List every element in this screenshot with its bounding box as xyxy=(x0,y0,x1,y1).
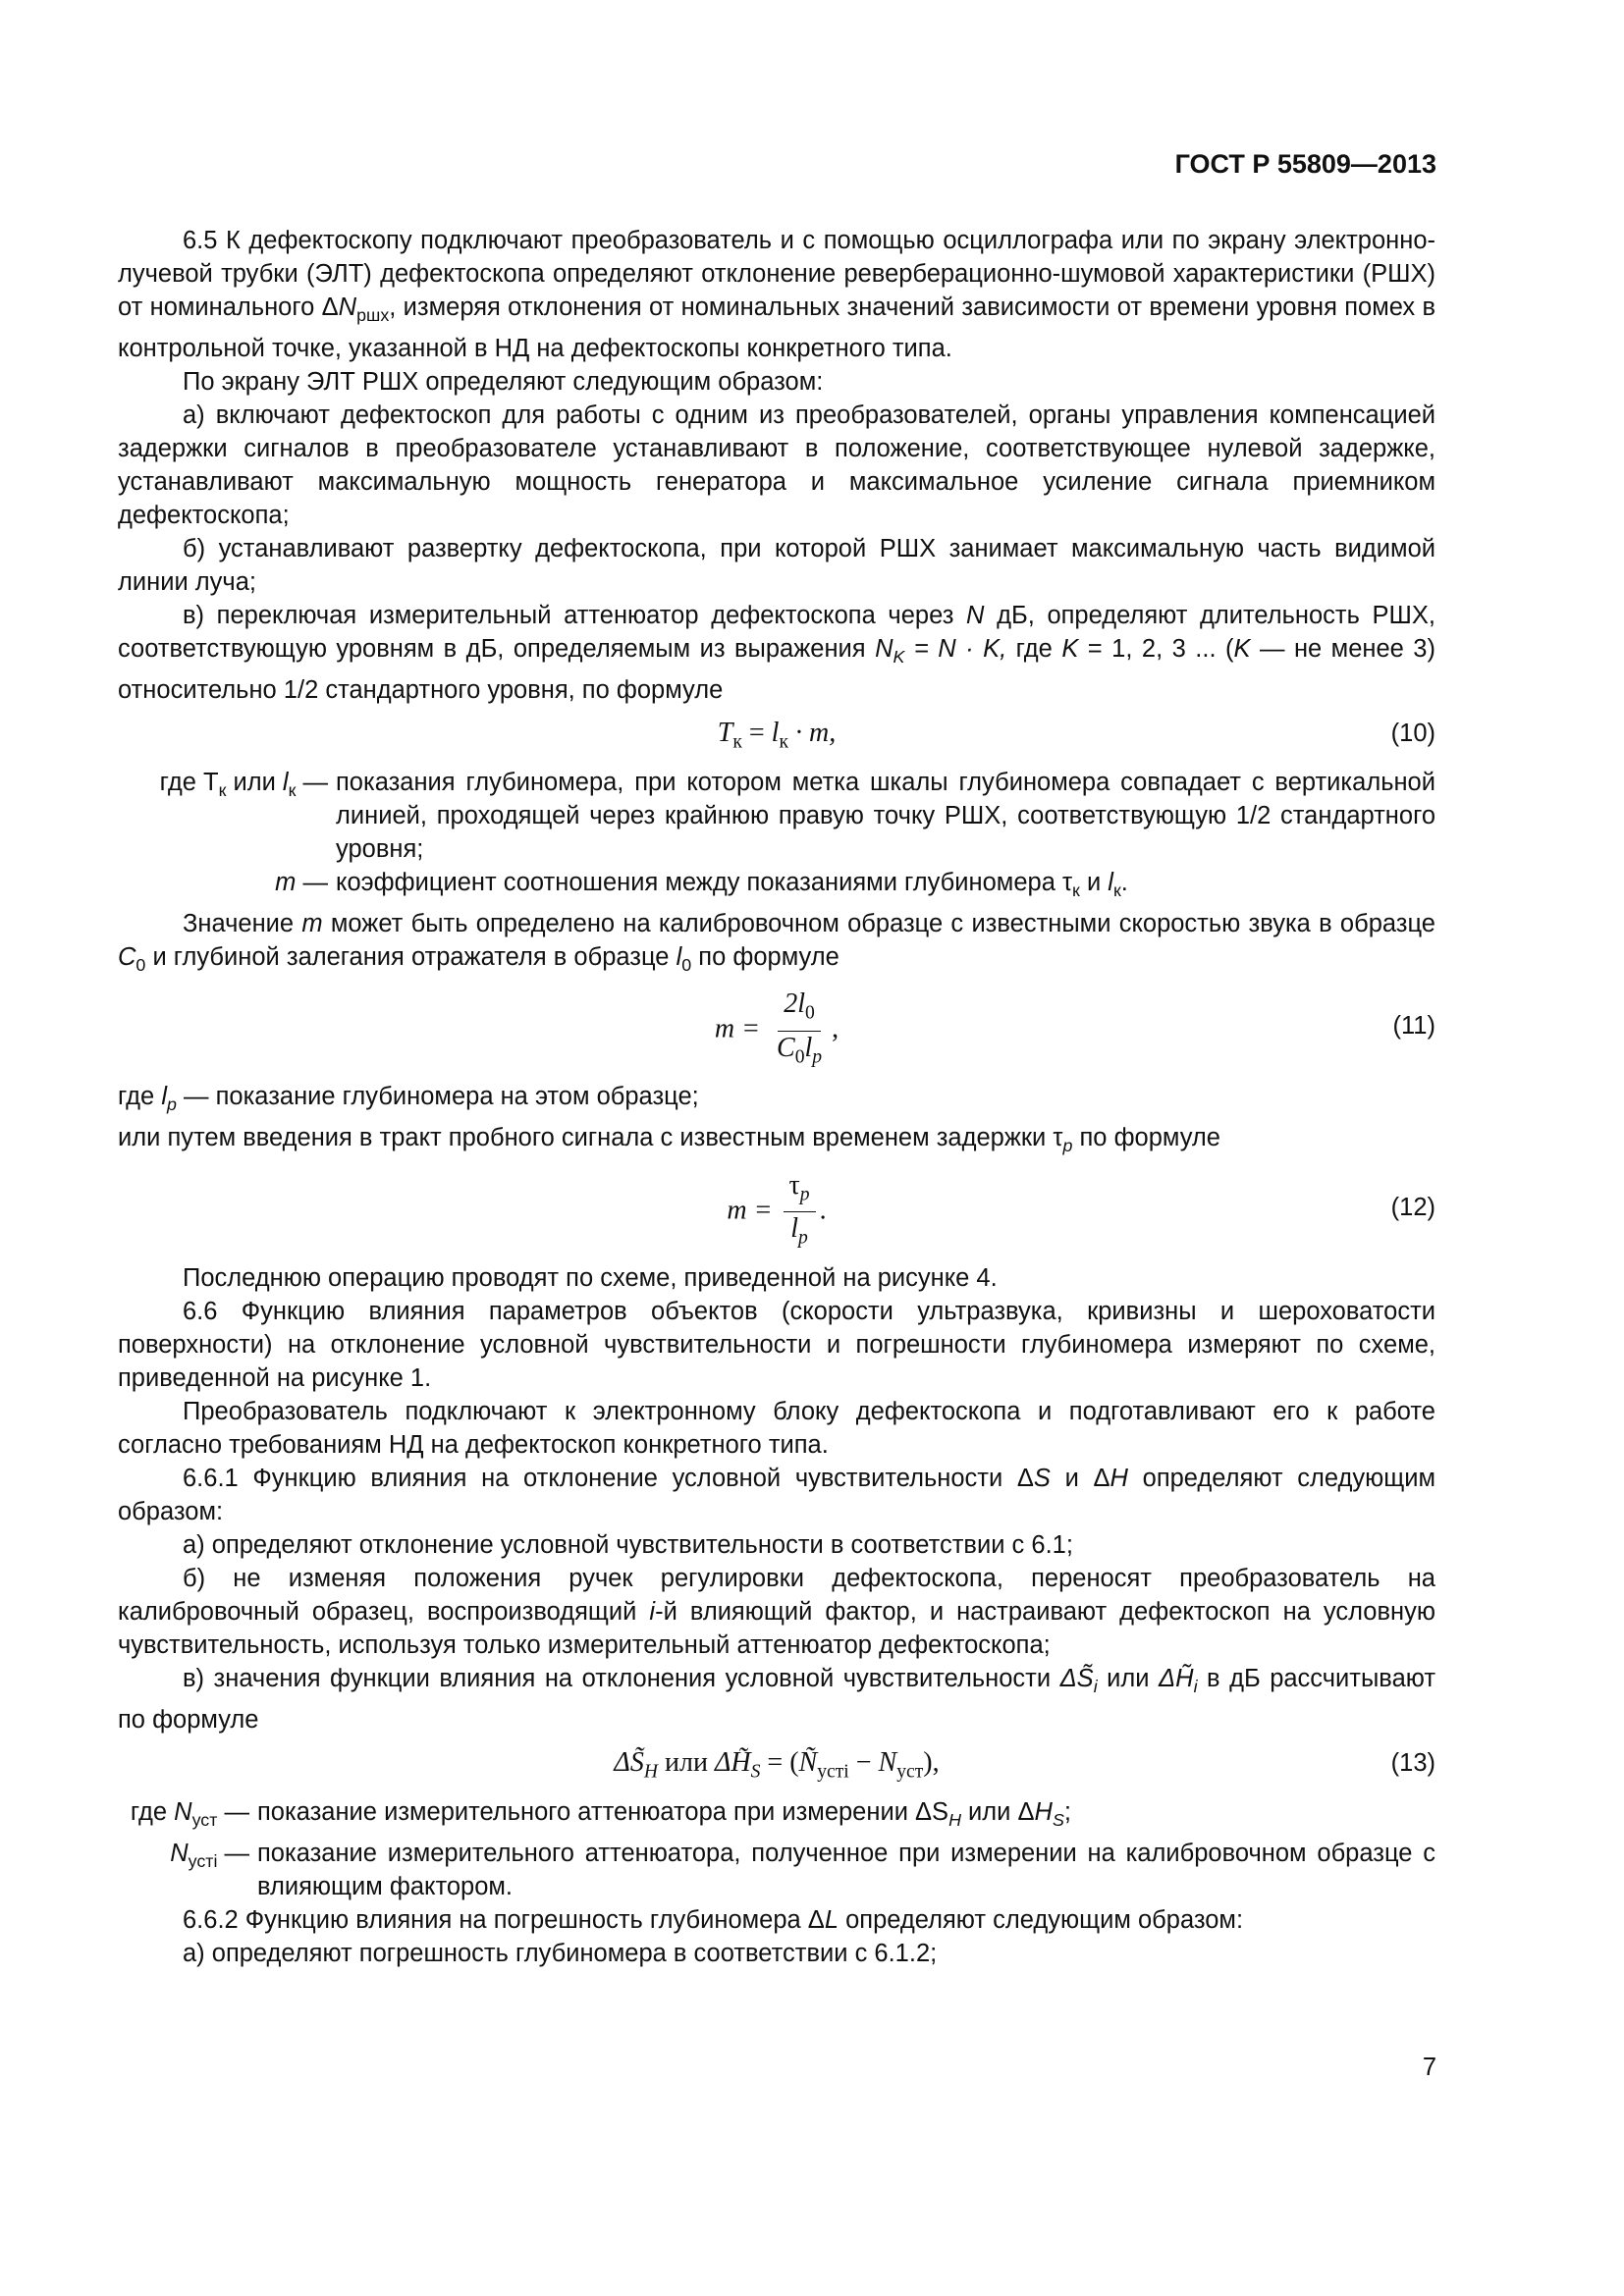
where-list-13: где $N_{уст}$ — показание измерительного аттенюатора при измерении $\Delta S_H$ или $\Delta H_S$; $N_{устi}$ — показание измерительного аттенюатора, полученное при измерении на калибровочном образце с влияющим фактором. xyxy=(130,1797,1435,1900)
paragraph-6-6-1-v: в) значения функции влияния на отклонения условной чувствительности $\Delta S̃_i$ или $\Delta H̃_i$ в дБ рассчитывают по формуле xyxy=(118,1664,1435,1734)
paragraph-last-operation: Последнюю операцию проводят по схеме, приведенной на рисунке 4. xyxy=(183,1263,998,1292)
paragraph-6-6-2-a: а) определяют погрешность глубиномера в соответствии с 6.1.2; xyxy=(183,1939,938,1967)
paragraph-step-v: в) переключая измерительный аттенюатор дефектоскопа через N дБ, определяют длительность РШХ, соответствующую уровням в дБ, определяемым из выражения $N_K = N \cdot K$, где K = 1, 2, 3 ... (K — не менее 3) относительно 1/2 стандартного уровня, по формуле xyxy=(118,602,1436,705)
document-body xyxy=(118,224,1435,1970)
where-list-10: где $T_к$ или $l_к$ — показания глубиномера, при котором метка шкалы глубиномера совпадает с вертикальной линией, проходящей через крайнюю правую точку РШХ, соответствующую 1/2 стандартного уровня; m — коэффициент соотношения между показаниями глубиномера $\tau_к$ и $l_к$. xyxy=(159,769,1435,901)
paragraph-rshx-method: По экрану ЭЛТ РШХ определяют следующим образом: xyxy=(183,368,824,397)
paragraph-step-a: а) включают дефектоскоп для работы с одним из преобразователей, органы управления компенсацией задержки сигналов в преобразователе устанавливают в положение, соответствующее нулевой задержке, устанавливают максимальную мощность генератора и максимальное усиление сигнала приемником дефектоскопа; xyxy=(118,401,1435,530)
paragraph-6-6-2: 6.6.2 Функцию влияния на погрешность глубиномера ΔL определяют следующим образом: xyxy=(183,1905,1244,1934)
paragraph-6-6: 6.6 Функцию влияния параметров объектов (скорости ультразвука, кривизны и шероховатости поверхности) на отклонение условной чувствительности и погрешности глубиномера измеряют по схеме, приведенной на рисунке 1. xyxy=(118,1297,1435,1392)
formula-10: $T_к = l_к \cdot m$, (10) xyxy=(717,718,1435,753)
formula-13: $\Delta S̃_H$ или $\Delta H̃_S$ = $(Ñ_{устi} - N_{уст})$, (13) xyxy=(614,1746,1435,1783)
formula-number-12: (12) xyxy=(1390,1193,1435,1221)
paragraph-transducer-connect: Преобразователь подключают к электронному блоку дефектоскопа и подготавливают его к работе согласно требованиям НД на дефектоскоп конкретного типа. xyxy=(118,1397,1435,1459)
paragraph-m-value: Значение m может быть определено на калибровочном образце с известными скоростью звука в образце $C_0$ и глубиной залегания отражателя в образце $l_0$ по формуле xyxy=(118,910,1435,976)
paragraph-6-6-1-b: б) не изменяя положения ручек регулировки дефектоскопа, переносят преобразователь на калибровочный образец, воспроизводящий i-й влияющий фактор, и настраивают дефектоскоп на условную чувствительность, используя только измерительный аттенюатор дефектоскопа; xyxy=(118,1564,1435,1659)
page-number: 7 xyxy=(1422,2054,1436,2081)
formula-12: m = $\frac{\tau_p}{l_p}$ . (12) xyxy=(727,1169,1435,1249)
formula-number-10: (10) xyxy=(1390,720,1435,748)
paragraph-step-b: б) устанавливают развертку дефектоскопа, при которой РШХ занимает максимальную часть видимой линии луча; xyxy=(118,535,1435,597)
document-code-header: ГОСТ Р 55809—2013 xyxy=(1174,149,1436,179)
paragraph-6-6-1-a: а) определяют отклонение условной чувствительности в соответствии с 6.1; xyxy=(183,1530,1073,1559)
formula-11: m = $\frac{2l_0}{C_0l_p}$ , (11) xyxy=(714,988,1435,1068)
paragraph-6-5: 6.5 К дефектоскопу подключают преобразователь и с помощью осциллографа или по экрану электронно-лучевой трубки (ЭЛТ) дефектоскопа определяют отклонение реверберационно-шумовой характеристики (РШХ) от номинального $\Delta N_{ршх}$, измеряя отклонения от номинальных значений зависимости от времени уровня помех в контрольной точке, указанной в НД на дефектоскопы конкретного типа. xyxy=(118,227,1435,363)
paragraph-test-signal: или путем введения в тракт пробного сигнала с известным временем задержки $\tau_p$ по формуле xyxy=(118,1124,1220,1156)
formula-number-11: (11) xyxy=(1392,1012,1435,1041)
paragraph-lp-def: где $l_p$ — показание глубиномера на этом образце; xyxy=(118,1083,699,1115)
paragraph-6-6-1: 6.6.1 Функцию влияния на отклонение условной чувствительности ΔS и ΔH определяют следующим образом: xyxy=(118,1464,1436,1525)
formula-number-13: (13) xyxy=(1390,1748,1435,1777)
